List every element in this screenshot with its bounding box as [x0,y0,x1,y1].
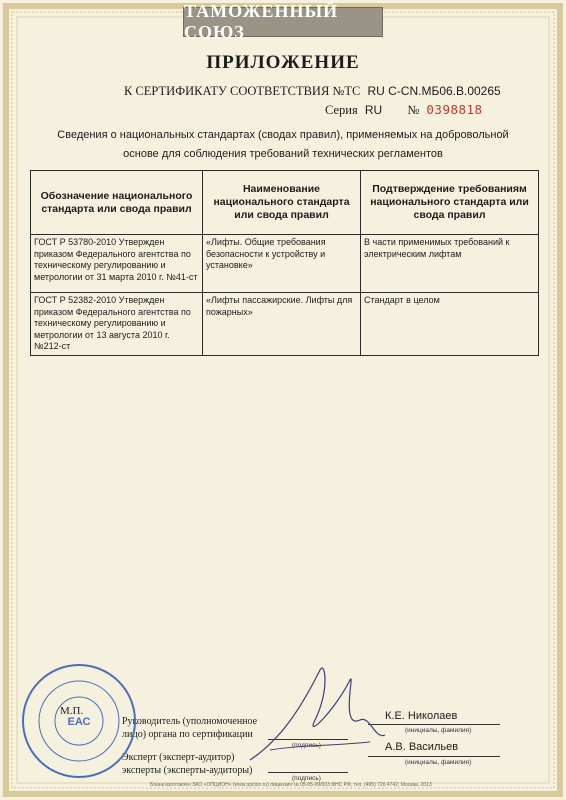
expert-label-2: эксперты (эксперты-аудиторы) [122,765,253,776]
head-signature-caption: (подпись) [292,742,321,749]
cell-confirmation: Стандарт в целом [361,293,539,356]
page-title: ПРИЛОЖЕНИЕ [206,52,360,73]
head-label-1: Руководитель (уполномоченное [122,716,258,727]
table-header-designation: Обозначение национального стандарта или свода правил [31,171,203,235]
certificate-reference [124,84,501,99]
standards-table [30,170,539,356]
expert-label-1: Эксперт (эксперт-аудитор) [122,752,235,763]
series-reference [325,102,483,118]
blank-number: 0398818 [426,102,483,117]
table-header-row [31,171,539,235]
head-name-caption: (инициалы, фамилия) [405,727,472,734]
table-row [31,293,539,356]
customs-union-banner: ТАМОЖЕННЫЙ СОЮЗ [183,7,383,37]
table-row [31,235,539,293]
certification-stamp [20,662,138,780]
head-name: К.Е. Николаев [385,710,458,722]
expert-signature-line [268,772,348,773]
handwritten-signature [240,650,390,770]
series-value: RU [364,103,383,117]
blank-number-label: № [407,103,420,117]
expert-name-caption: (инициалы, фамилия) [405,759,472,766]
table-header-confirmation: Подтверждение требованиям национального стандарта или свода правил [361,171,539,235]
cell-designation: ГОСТ Р 52382-2010 Утвержден приказом Федерального агентства по техническому регулированию и метрологии от 13 августа 2010 г. №212-ст [31,293,203,356]
cell-confirmation: В части применимых требований к электрическим лифтам [361,235,539,293]
expert-signature-caption: (подпись) [292,775,321,782]
seal-place: М.П. [60,705,84,717]
cell-designation: ГОСТ Р 53780-2010 Утвержден приказом Федерального агентства по техническому регулированию и метрологии от 31 марта 2010 г. №41-ст [31,235,203,293]
table-header-name: Наименование национального стандарта или свода правил [203,171,361,235]
cell-name: «Лифты пассажирские. Лифты для пожарных» [203,293,361,356]
cell-name: «Лифты. Общие требования безопасности к устройству и установке» [203,235,361,293]
certificate-label: К СЕРТИФИКАТУ СООТВЕТСТВИЯ №ТС [124,84,361,98]
series-label: Серия [325,103,358,117]
certificate-number: RU C-CN.МБ06.В.00265 [367,84,501,98]
eac-mark: ЕАС [67,716,91,728]
print-footer: Бланк изготовлен ЗАО «ОПЦИОН» (www.opcion.ru) лицензия № 05-05-09/003 ФНС РФ, тел. (495) 726 4742, Москва, 2013 [150,782,432,788]
head-label-2: лицо) органа по сертификации [122,729,253,740]
expert-name: А.В. Васильев [385,741,459,753]
intro-text: Сведения о национальных стандартах (сводах правил), применяемых на добровольной основе для соблюдения требований технических регламентов [57,129,509,160]
